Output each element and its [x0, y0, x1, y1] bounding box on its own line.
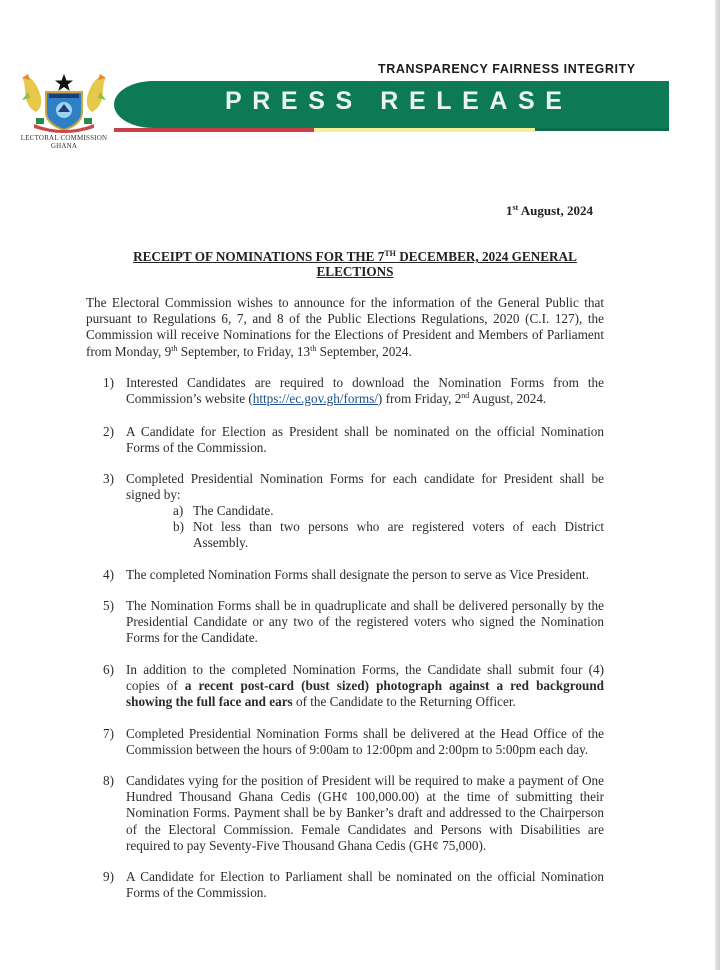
sub-item-a	[173, 503, 604, 519]
coat-of-arms-icon	[18, 72, 110, 134]
logo-caption-line1: LECTORAL COMMISSION	[20, 134, 108, 142]
list-item-1	[103, 375, 604, 407]
logo-caption	[14, 134, 114, 150]
list-item-3	[103, 471, 604, 503]
sub-item-number: b)	[173, 519, 184, 534]
item-number: 7)	[103, 726, 114, 741]
item-number: 1)	[103, 375, 114, 390]
item-6-part2: of the Candidate to the Returning Officer.	[292, 694, 516, 710]
sub-item-text: The Candidate.	[193, 503, 274, 518]
item-number: 6)	[103, 662, 114, 677]
stripe-red	[114, 128, 314, 132]
item-6-bold: a recent post-card (bust sized) photograph against a red background showing the full face and ears	[126, 678, 604, 710]
item-text: The completed Nomination Forms shall designate the person to serve as Vice President.	[126, 567, 589, 582]
logo-caption-line2: GHANA	[50, 142, 78, 150]
item-number: 2)	[103, 424, 114, 439]
sub-item-b	[173, 519, 604, 551]
item-number: 5)	[103, 598, 114, 613]
date-rest: August, 2024	[518, 203, 593, 218]
intro-part1: The Electoral Commission wishes to announce for the information of the General Public that pursuant to Regulations 6, 7, and 8 of the Public Elections Regulations, 2020 (C.I. 127), the Commission will receive Nominations for the Elections of President and Members of Parliament from Monday, 9	[86, 295, 604, 359]
release-date	[506, 203, 593, 219]
stripe-green	[535, 128, 669, 131]
list-item-7	[103, 726, 604, 758]
intro-part2: September, to Friday, 13	[177, 343, 311, 359]
sub-item-number: a)	[173, 503, 184, 518]
date-day: 1	[505, 203, 513, 218]
item-text: A Candidate for Election as President shall be nominated on the official Nomination Forms of the Commission.	[126, 424, 604, 456]
intro-paragraph	[86, 295, 604, 360]
item-number: 8)	[103, 773, 114, 788]
item-1-part3: August, 2024.	[469, 391, 547, 407]
item-text: The Nomination Forms shall be in quadruplicate and shall be delivered personally by the Presidential Candidate or any two of the registered voters who signed the Nomination Forms for the Candidate.	[126, 598, 604, 646]
coat-of-arms-logo	[14, 72, 114, 162]
list-item-2	[103, 424, 604, 456]
item-1-sup: nd	[461, 391, 470, 401]
item-text: Completed Presidential Nomination Forms for each candidate for President shall be signed by:	[126, 471, 604, 503]
page-edge	[715, 0, 720, 970]
list-item-6	[103, 662, 604, 711]
sub-item-text: Not less than two persons who are registered voters of each District Assembly.	[193, 519, 604, 551]
item-text	[126, 375, 604, 407]
title-part1: RECEIPT OF NOMINATIONS FOR THE 7	[133, 249, 385, 264]
item-number: 3)	[103, 471, 114, 486]
item-number: 9)	[103, 869, 114, 884]
press-release-banner	[114, 81, 669, 128]
tagline: TRANSPARENCY FAIRNESS INTEGRITY	[378, 62, 636, 76]
item-1-part2: ) from Friday, 2	[377, 391, 462, 407]
list-item-4	[103, 567, 604, 583]
item-6-part1: In addition to the completed Nomination Forms, the Candidate shall submit four (4) copies of	[126, 662, 604, 694]
date-day-suffix: st	[512, 203, 519, 212]
item-1-part1: Interested Candidates are required to download the Nomination Forms from the Commission’s website (	[126, 375, 604, 407]
intro-sup1: th	[171, 343, 178, 353]
list-item-5	[103, 598, 604, 647]
intro-sup2: th	[310, 343, 317, 353]
item-text: A Candidate for Election to Parliament shall be nominated on the official Nomination Forms of the Commission.	[126, 869, 604, 901]
title-part2: DECEMBER, 2024 GENERAL ELECTIONS	[316, 249, 577, 279]
item-text	[126, 662, 604, 711]
forms-website-link[interactable]: https://ec.gov.gh/forms/	[252, 391, 378, 407]
item-text: Candidates vying for the position of President will be required to make a payment of One Hundred Thousand Ghana Cedis (GH¢ 100,000.00) at the time of submitting their Nomination Forms. Payment shall be by Banker’s draft and addressed to the Chairperson of the Electoral Commission. Female Candidates and Persons with Disabilities are required to pay Seventy-Five Thousand Ghana Cedis (GH¢ 75,000).	[126, 773, 604, 853]
stripe-yellow	[314, 128, 535, 132]
banner-title: PRESS RELEASE	[225, 87, 573, 115]
intro-part3: September, 2024.	[316, 343, 412, 359]
document-title	[112, 249, 598, 279]
list-item-9	[103, 869, 604, 901]
item-number: 4)	[103, 567, 114, 582]
title-sup: TH	[384, 249, 396, 258]
list-item-8	[103, 773, 604, 854]
item-text: Completed Presidential Nomination Forms shall be delivered at the Head Office of the Commission between the hours of 9:00am to 12:00pm and 2:00pm to 5:00pm each day.	[126, 726, 604, 758]
